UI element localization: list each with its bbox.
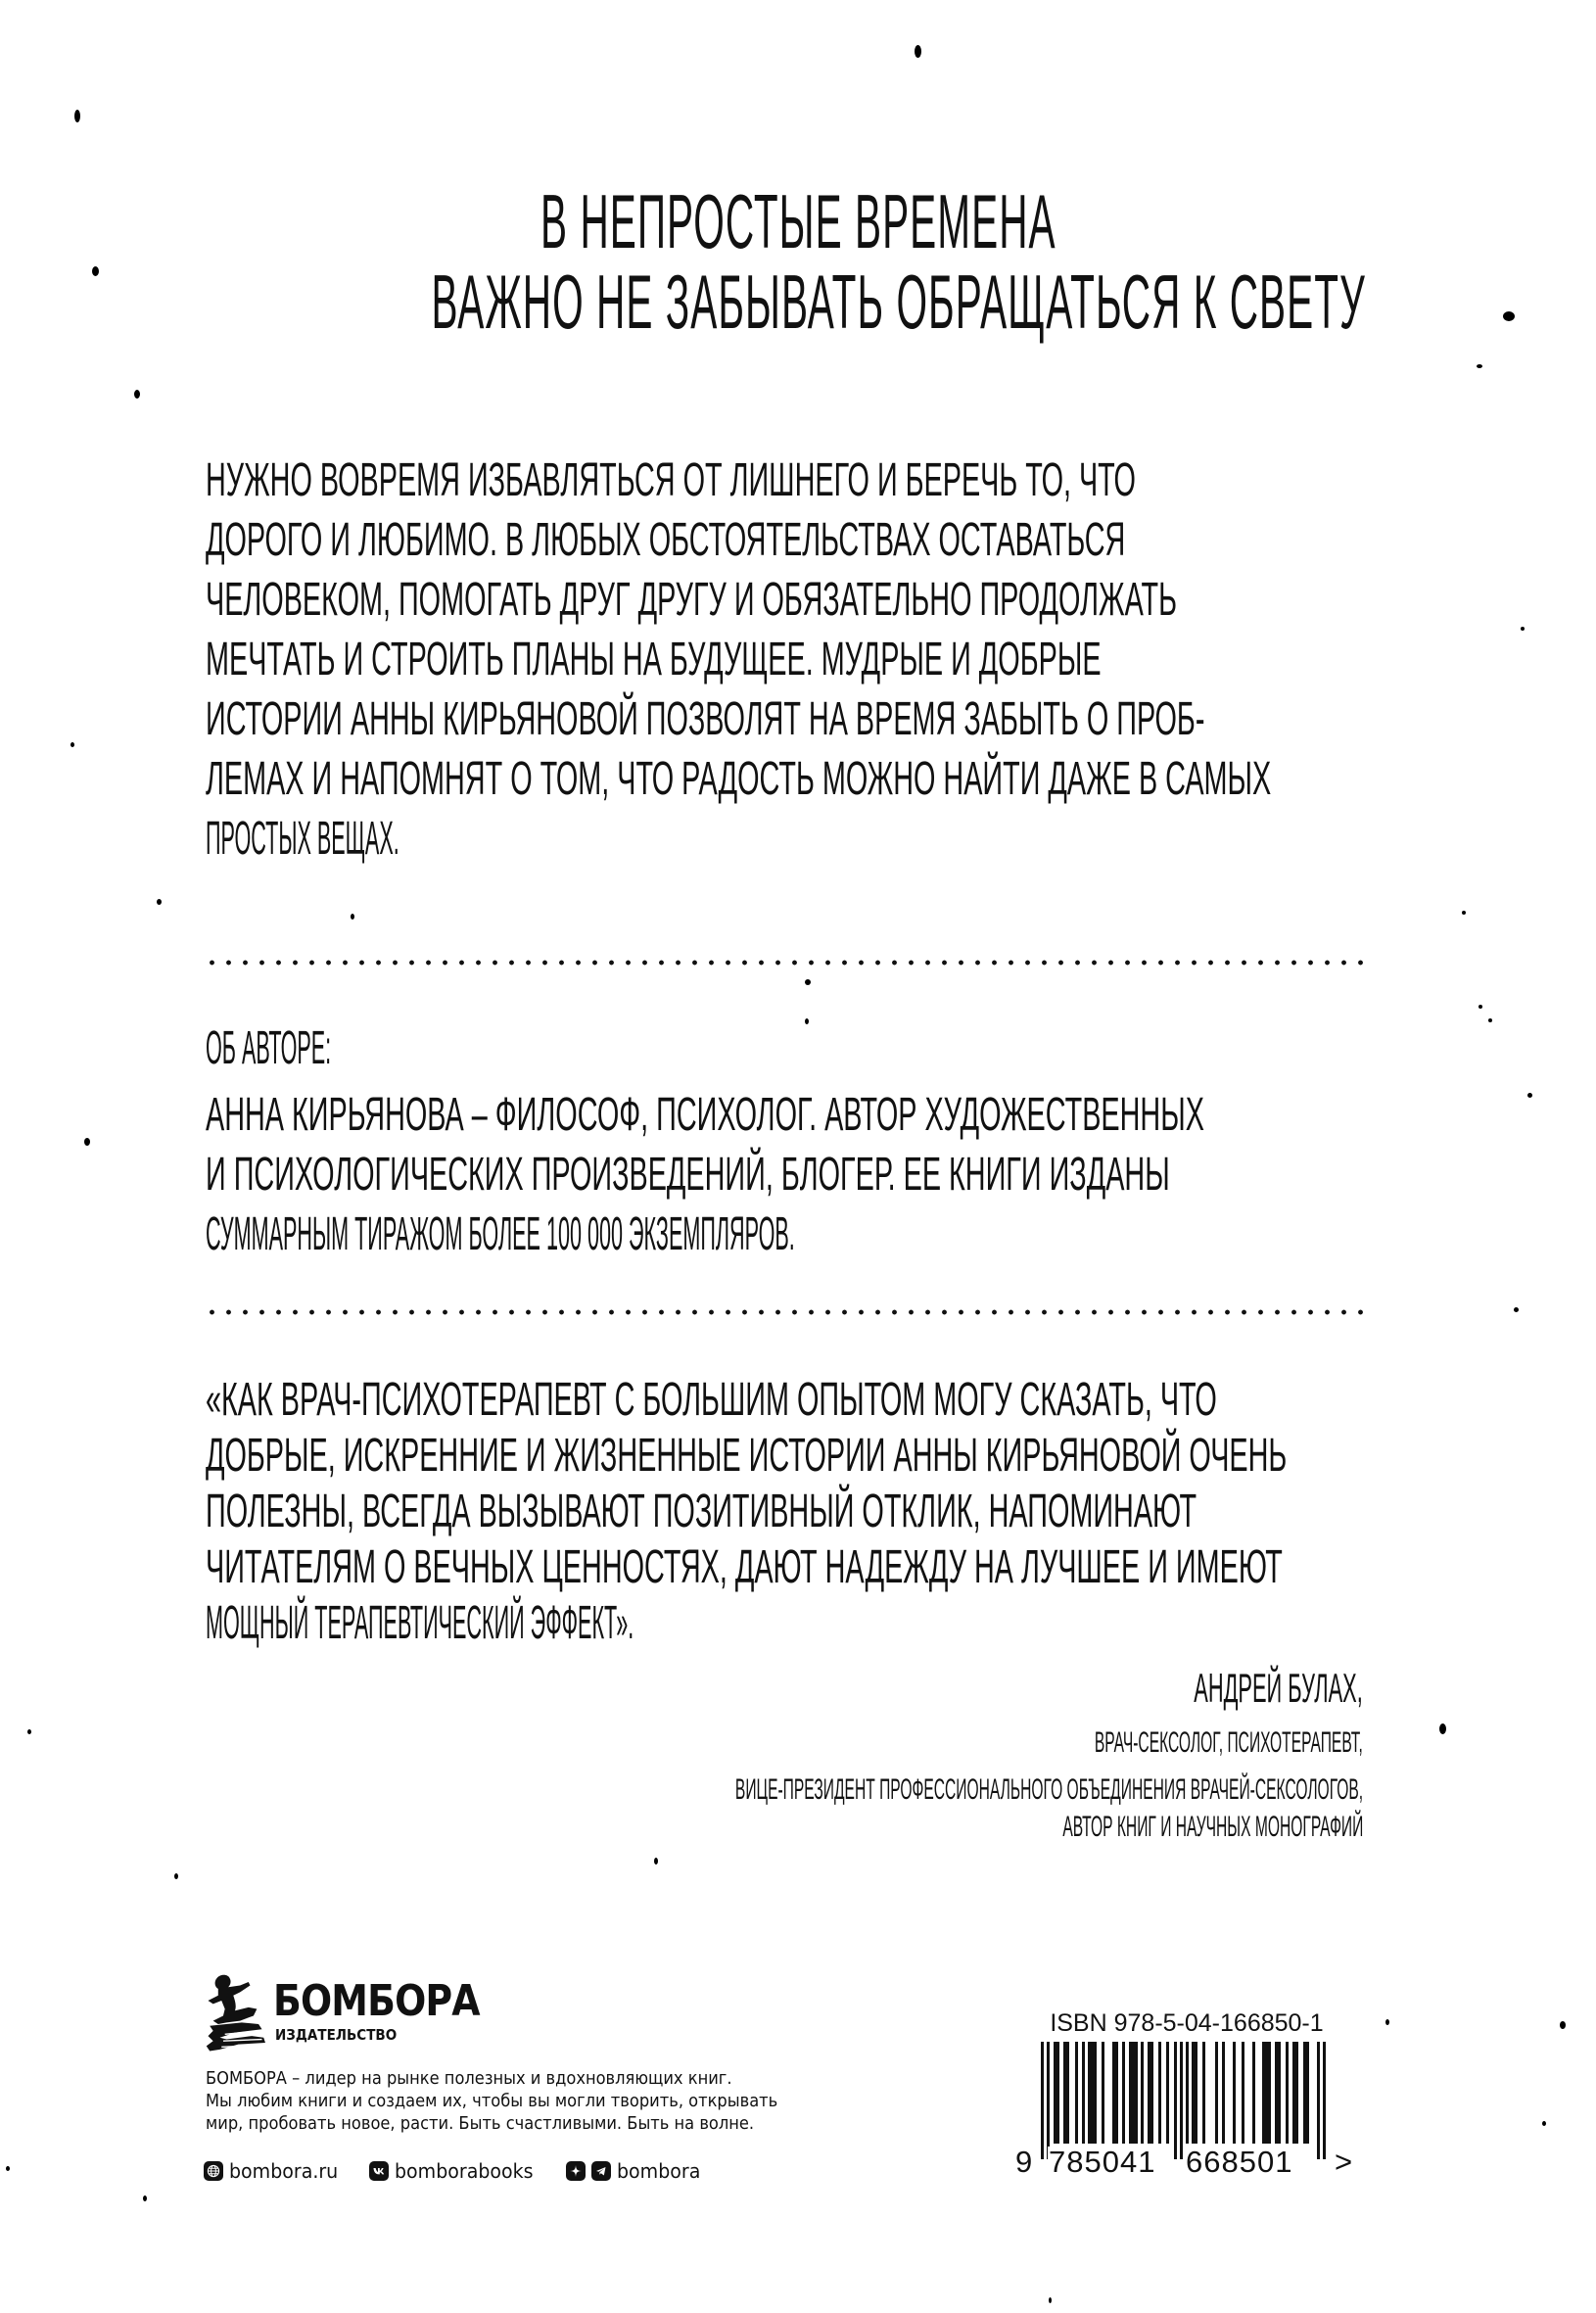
publisher-logo [201, 1968, 485, 2056]
barcode-digits-right: 668501 [1186, 2145, 1293, 2179]
annotation-line: МЕЧТАТЬ И СТРОИТЬ ПЛАНЫ НА БУДУЩЕЕ. МУДРЫЕ И ДОБРЫЕ [206, 634, 1102, 685]
review-line: МОЩНЫЙ ТЕРАПЕВТИЧЕСКИЙ ЭФФЕКТ». [206, 1597, 634, 1649]
speckle-dot [1477, 364, 1482, 368]
speckle-dot [1479, 1005, 1482, 1009]
review-line: ПОЛЕЗНЫ, ВСЕГДА ВЫЗЫВАЮТ ПОЗИТИВНЫЙ ОТКЛИК, НАПОМИНАЮТ [206, 1486, 1197, 1537]
credential-line: ВИЦЕ-ПРЕЗИДЕНТ ПРОФЕССИОНАЛЬНОГО ОБЪЕДИНЕНИЯ ВРАЧЕЙ-СЕКСОЛОГОВ, [734, 1773, 1363, 1806]
headline-line-2 [0, 259, 1596, 345]
about-author-line: АННА КИРЬЯНОВА – ФИЛОСОФ, ПСИХОЛОГ. АВТОР ХУДОЖЕСТВЕННЫХ [206, 1089, 1204, 1141]
speckle-dot [1488, 1018, 1492, 1022]
speckle-dot [1527, 1093, 1532, 1098]
speckle-dot [1542, 2121, 1546, 2126]
publisher-description-line: мир, пробовать новое, расти. Быть счастливыми. Быть на волне. [206, 2114, 755, 2134]
speckle-dot [654, 1858, 658, 1865]
speckle-dot [157, 899, 162, 905]
speckle-dot [1521, 627, 1525, 631]
headline-line-1 [0, 178, 1596, 264]
globe-icon [204, 2161, 223, 2181]
review-author-name-text: АНДРЕЙ БУЛАХ, [1194, 1665, 1363, 1711]
barcode-digits-left: 785041 [1049, 2145, 1156, 2179]
publisher-description [206, 2068, 950, 2136]
annotation-line: ПРОСТЫХ ВЕЩАХ. [206, 813, 399, 865]
social-link-dzen-telegram[interactable] [566, 2159, 705, 2183]
credential-line: ВРАЧ-СЕКСОЛОГ, ПСИХОТЕРАПЕВТ, [1095, 1726, 1363, 1759]
credential-line: АВТОР КНИГ И НАУЧНЫХ МОНОГРАФИЙ [1062, 1811, 1363, 1843]
publisher-socials [204, 2158, 705, 2184]
barcode-quiet-zone-mark: > [1335, 2145, 1353, 2179]
headline-text-2: ВАЖНО НЕ ЗАБЫВАТЬ ОБРАЩАТЬСЯ К СВЕТУ [431, 259, 1366, 345]
review-line: ЧИТАТЕЛЯМ О ВЕЧНЫХ ЦЕННОСТЯХ, ДАЮТ НАДЕЖДУ НА ЛУЧШЕЕ И ИМЕЮТ [206, 1541, 1283, 1593]
speckle-dot [174, 1873, 178, 1879]
barcode-digit-first: 9 [1015, 2145, 1033, 2179]
speckle-dot [1439, 1723, 1446, 1734]
annotation-line: ЛЕМАХ И НАПОМНЯТ О ТОМ, ЧТО РАДОСТЬ МОЖНО НАЙТИ ДАЖЕ В САМЫХ [206, 753, 1272, 805]
about-author-line: СУММАРНЫМ ТИРАЖОМ БОЛЕЕ 100 000 ЭКЗЕМПЛЯРОВ. [206, 1208, 795, 1260]
speckle-dot [915, 45, 921, 58]
surfer-logo-icon [201, 1970, 269, 2054]
social-link-vk[interactable] [369, 2159, 540, 2183]
speckle-dot [1514, 1307, 1519, 1312]
about-author-heading: ОБ АВТОРЕ: [206, 1022, 332, 1074]
review-author-credential [847, 1727, 1363, 1759]
speckle-dot [6, 2166, 10, 2171]
review-line: «КАК ВРАЧ-ПСИХОТЕРАПЕВТ С БОЛЬШИМ ОПЫТОМ МОГУ СКАЗАТЬ, ЧТО [206, 1374, 1217, 1426]
vk-icon [369, 2161, 389, 2181]
telegram-icon [591, 2161, 611, 2181]
annotation-line: ДОРОГО И ЛЮБИМО. В ЛЮБЫХ ОБСТОЯТЕЛЬСТВАХ ОСТАВАТЬСЯ [206, 514, 1126, 566]
review-author-credential [156, 1774, 1363, 1806]
headline-text-1: В НЕПРОСТЫЕ ВРЕМЕНА [540, 178, 1056, 264]
dzen-icon [566, 2161, 586, 2181]
publisher-description-line: БОМБОРА – лидер на рынке полезных и вдохновляющих книг. [206, 2069, 732, 2089]
social-label: bombora [617, 2159, 701, 2183]
isbn-barcode [1041, 2042, 1333, 2159]
review-line: ДОБРЫЕ, ИСКРЕННИЕ И ЖИЗНЕННЫЕ ИСТОРИИ АННЫ КИРЬЯНОВОЙ ОЧЕНЬ [206, 1430, 1288, 1482]
speckle-dot [1560, 2021, 1566, 2029]
social-label: bombora.ru [229, 2159, 339, 2183]
speckle-dot [805, 979, 811, 985]
publisher-description-line: Мы любим книги и создаем их, чтобы вы могли творить, открывать [206, 2092, 778, 2111]
publisher-logo-subtitle: ИЗДАТЕЛЬСТВО [275, 2026, 398, 2044]
speckle-dot [27, 1729, 31, 1734]
speckle-dot [74, 110, 80, 122]
dotted-divider-1 [204, 960, 1367, 966]
speckle-dot [1462, 911, 1466, 915]
speckle-dot [84, 1138, 90, 1146]
isbn-label: ISBN 978-5-04-166850-1 [1050, 2009, 1324, 2037]
annotation-line: ЧЕЛОВЕКОМ, ПОМОГАТЬ ДРУГ ДРУГУ И ОБЯЗАТЕЛЬНО ПРОДОЛЖАТЬ [206, 574, 1178, 626]
about-author-line: И ПСИХОЛОГИЧЕСКИХ ПРОИЗВЕДЕНИЙ, БЛОГЕР. ЕЕ КНИГИ ИЗДАНЫ [206, 1149, 1170, 1201]
dotted-divider-2 [204, 1309, 1367, 1315]
publisher-logo-wordmark: БОМБОРА [273, 1976, 480, 2026]
annotation-line: ИСТОРИИ АННЫ КИРЬЯНОВОЙ ПОЗВОЛЯТ НА ВРЕМЯ ЗАБЫТЬ О ПРОБ- [206, 693, 1205, 745]
speckle-dot [351, 914, 354, 920]
speckle-dot [1385, 2019, 1389, 2025]
social-label: bomborabooks [395, 2159, 534, 2183]
review-author-credential [785, 1812, 1363, 1843]
speckle-dot [70, 742, 74, 747]
speckle-dot [1049, 2297, 1052, 2303]
speckle-dot [134, 390, 140, 399]
speckle-dot [143, 2195, 147, 2201]
review-author-name [1038, 1667, 1363, 1710]
social-link-website[interactable] [204, 2159, 344, 2183]
annotation-line: НУЖНО ВОВРЕМЯ ИЗБАВЛЯТЬСЯ ОТ ЛИШНЕГО И БЕРЕЧЬ ТО, ЧТО [206, 454, 1136, 506]
